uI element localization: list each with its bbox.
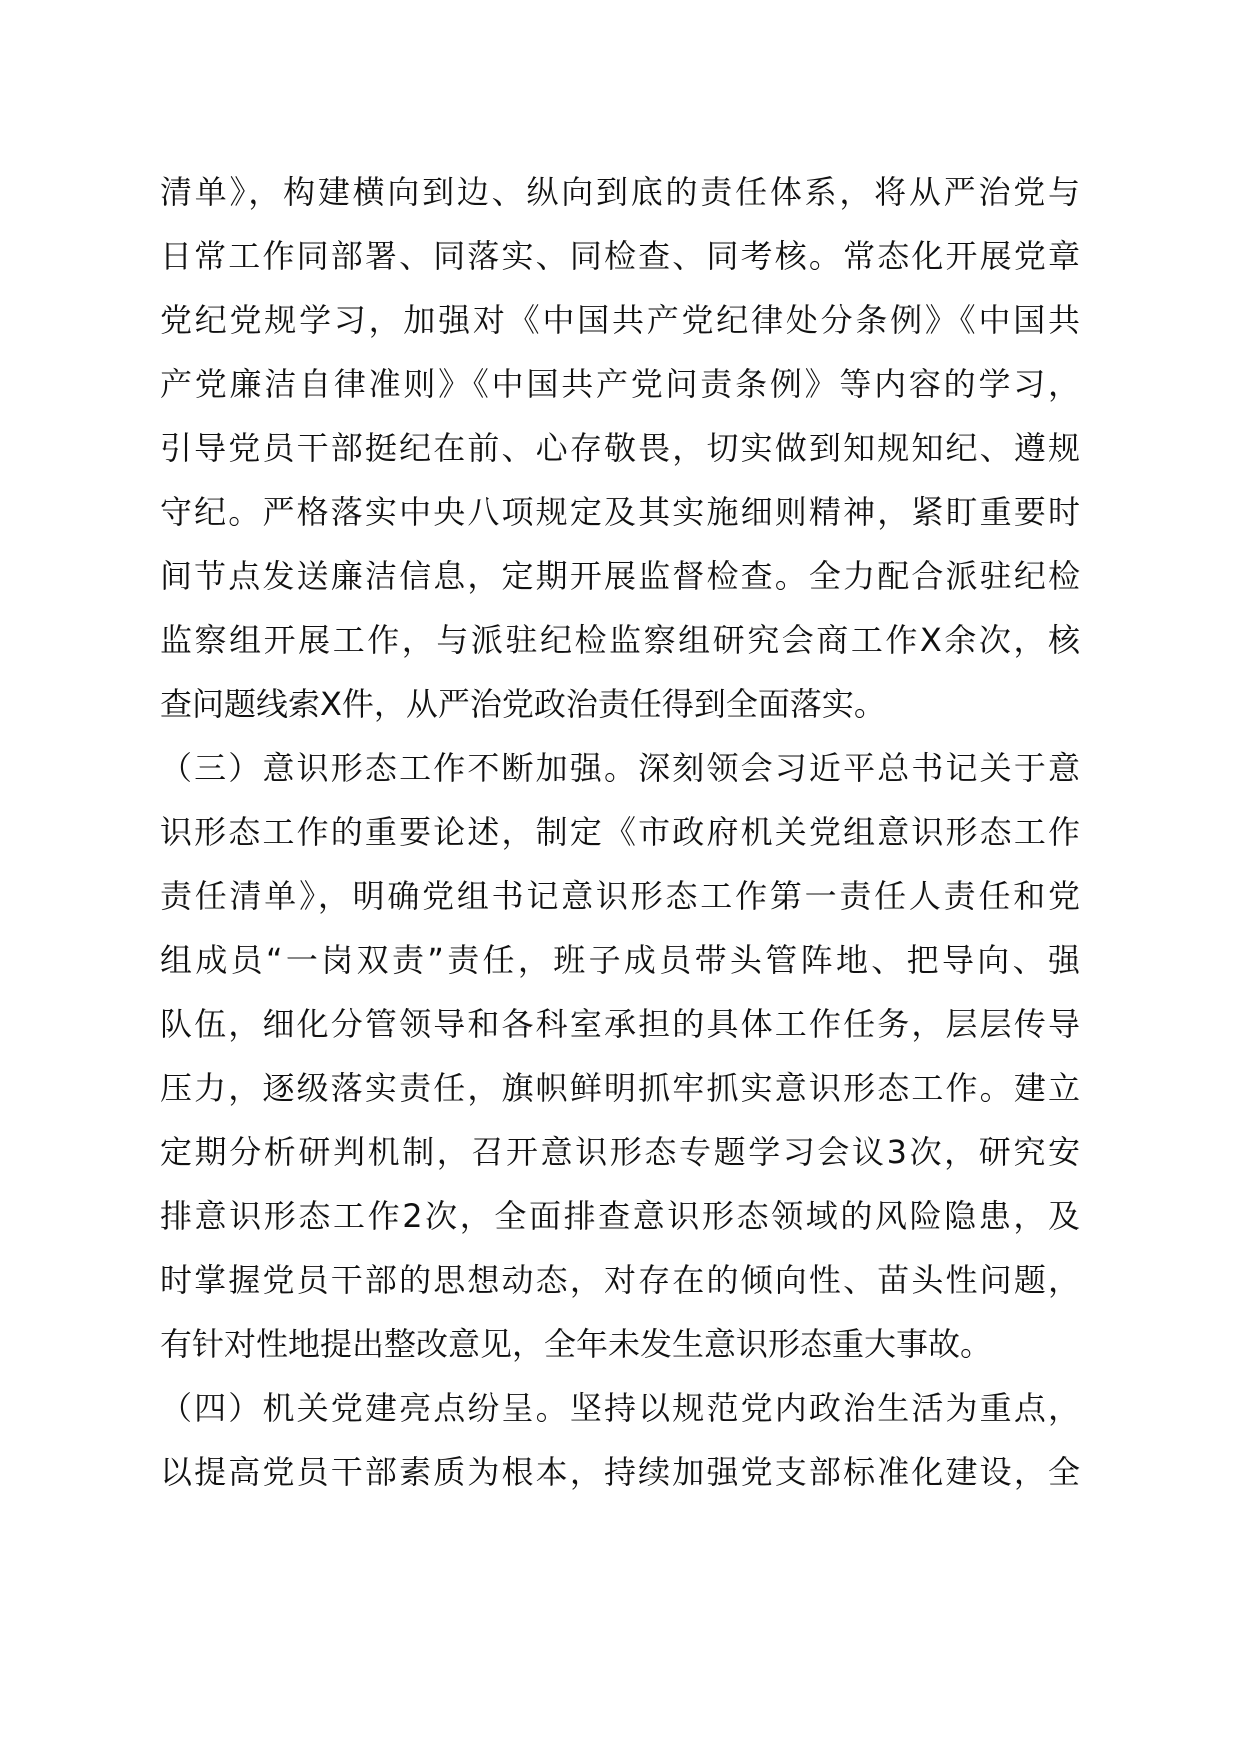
text-line: 党纪党规学习，加强对《中国共产党纪律处分条例》《中国共: [160, 301, 1080, 339]
section-heading-line: （四）机关党建亮点纷呈。坚持以规范党内政治生活为重点，: [160, 1389, 1080, 1427]
paragraph-end-line: 有针对性地提出整改意见，全年未发生意识形态重大事故。: [160, 1325, 993, 1363]
text-line: 时掌握党员干部的思想动态，对存在的倾向性、苗头性问题，: [160, 1261, 1080, 1299]
text-line: 间节点发送廉洁信息，定期开展监督检查。全力配合派驻纪检: [160, 557, 1080, 595]
text-line: 产党廉洁自律准则》《中国共产党问责条例》等内容的学习，: [160, 365, 1080, 403]
text-line: 清单》，构建横向到边、纵向到底的责任体系，将从严治党与: [160, 173, 1080, 211]
body-text: [160, 160, 1080, 1504]
text-line: 定期分析研判机制，召开意识形态专题学习会议3次，研究安: [160, 1133, 1080, 1171]
text-line: 排意识形态工作2次，全面排查意识形态领域的风险隐患，及: [160, 1197, 1080, 1235]
paragraph-end-line: 查问题线索X件，从严治党政治责任得到全面落实。: [160, 685, 886, 723]
text-line: 引导党员干部挺纪在前、心存敬畏，切实做到知规知纪、遵规: [160, 429, 1080, 467]
text-line: 队伍，细化分管领导和各科室承担的具体工作任务，层层传导: [160, 1005, 1080, 1043]
section-heading-line: （三）意识形态工作不断加强。深刻领会习近平总书记关于意: [160, 749, 1080, 787]
text-line: 组成员“一岗双责”责任，班子成员带头管阵地、把导向、强: [160, 941, 1080, 979]
text-line: 监察组开展工作，与派驻纪检监察组研究会商工作X余次，核: [160, 621, 1080, 659]
text-line: 识形态工作的重要论述，制定《市政府机关党组意识形态工作: [160, 813, 1080, 851]
text-line: 日常工作同部署、同落实、同检查、同考核。常态化开展党章: [160, 237, 1080, 275]
text-line: 守纪。严格落实中央八项规定及其实施细则精神，紧盯重要时: [160, 493, 1080, 531]
text-line: 责任清单》，明确党组书记意识形态工作第一责任人责任和党: [160, 877, 1080, 915]
text-line: 压力，逐级落实责任，旗帜鲜明抓牢抓实意识形态工作。建立: [160, 1069, 1080, 1107]
text-line: 以提高党员干部素质为根本，持续加强党支部标准化建设，全: [160, 1453, 1080, 1491]
